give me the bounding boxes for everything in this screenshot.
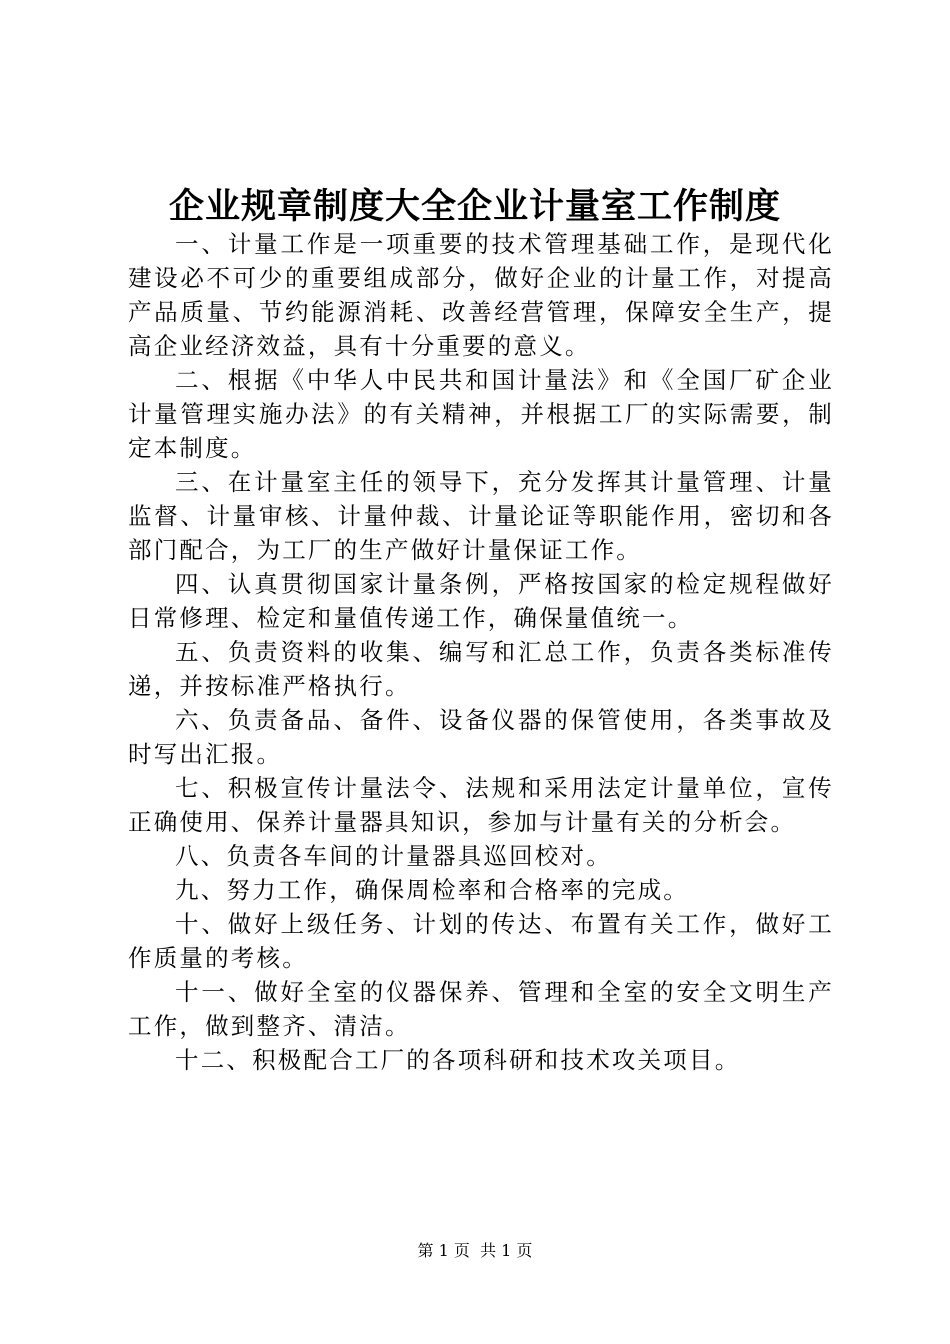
- page-title: 企业规章制度大全企业计量室工作制度: [168, 186, 781, 227]
- paragraph-8: 八、负责各车间的计量器具巡回校对。: [175, 842, 612, 870]
- paragraph-7: 七、积极宣传计量法令、法规和采用法定计量单位，宣传正确使用、保养计量器具知识，参加与计量有关的分析会。: [128, 774, 834, 836]
- paragraph-9: 九、努力工作，确保周检率和合格率的完成。: [175, 876, 689, 904]
- page-footer: 第 1 页 共 1 页: [417, 1241, 533, 1260]
- paragraph-1: 一、计量工作是一项重要的技术管理基础工作，是现代化建设必不可少的重要组成部分，做好企业的计量工作，对提高产品质量、节约能源消耗、改善经营管理，保障安全生产，提高企业经济效益，具有十分重要的意义。: [128, 230, 834, 360]
- paragraph-4: 四、认真贯彻国家计量条例，严格按国家的检定规程做好日常修理、检定和量值传递工作，确保量值统一。: [128, 570, 834, 632]
- paragraph-11: 十一、做好全室的仪器保养、管理和全室的安全文明生产工作，做到整齐、清洁。: [128, 978, 834, 1040]
- document-body: [128, 227, 834, 1077]
- paragraph-5: 五、负责资料的收集、编写和汇总工作，负责各类标准传递，并按标准严格执行。: [128, 638, 834, 700]
- paragraph-2: 二、根据《中华人中民共和国计量法》和《全国厂矿企业计量管理实施办法》的有关精神，并根据工厂的实际需要，制定本制度。: [128, 366, 834, 462]
- paragraph-3: 三、在计量室主任的领导下，充分发挥其计量管理、计量监督、计量审核、计量仲裁、计量论证等职能作用，密切和各部门配合，为工厂的生产做好计量保证工作。: [128, 468, 834, 564]
- paragraph-10: 十、做好上级任务、计划的传达、布置有关工作，做好工作质量的考核。: [128, 910, 834, 972]
- paragraph-12: 十二、积极配合工厂的各项科研和技术攻关项目。: [175, 1046, 741, 1074]
- paragraph-6: 六、负责备品、备件、设备仪器的保管使用，各类事故及时写出汇报。: [128, 706, 834, 768]
